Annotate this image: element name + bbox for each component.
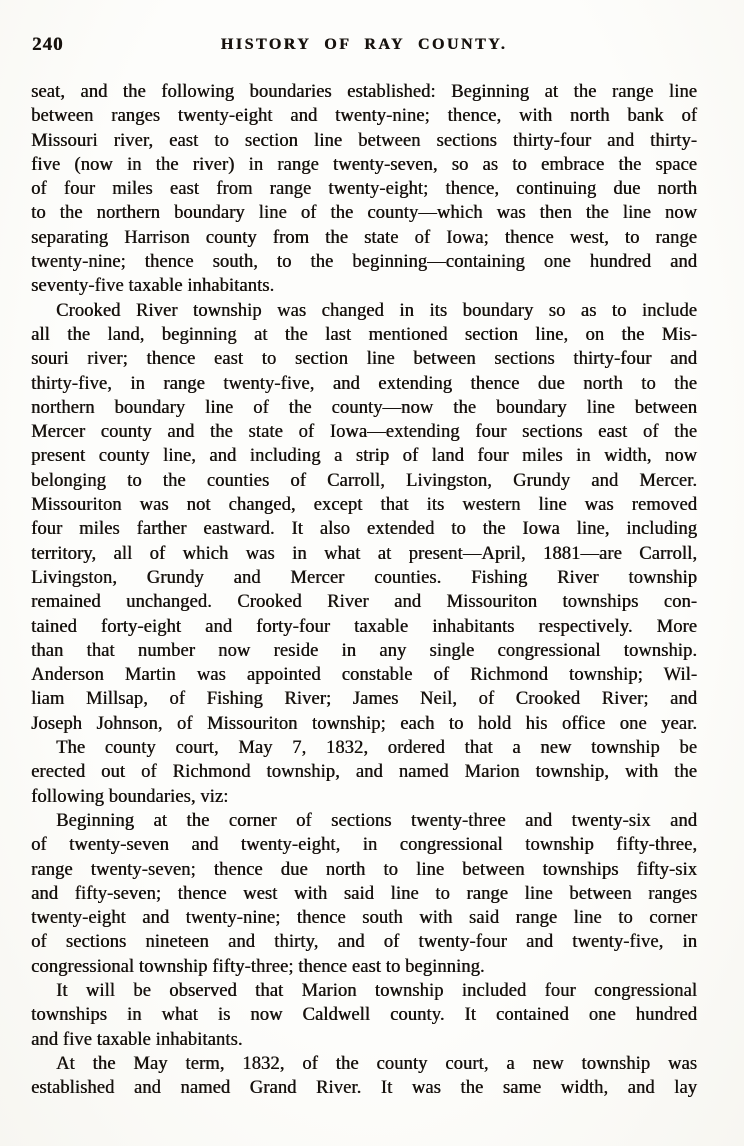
text-line: tained forty-eight and forty-four taxable inhabitants respectively. More <box>31 616 697 637</box>
paragraph <box>31 80 697 299</box>
paragraph <box>31 809 697 979</box>
text-line: separating Harrison county from the state of Iowa; thence west, to range <box>31 227 697 248</box>
text-line: Crooked River township was changed in its boundary so as to include <box>56 300 697 321</box>
text-line: twenty-nine; thence south, to the beginning—containing one hundred and <box>31 252 697 273</box>
text-line: The county court, May 7, 1832, ordered that a new township be <box>56 738 697 759</box>
text-line: Mercer county and the state of Iowa—extending four sections east of the <box>31 422 697 443</box>
text-line: present county line, and including a strip of land four miles in width, now <box>31 446 697 467</box>
text-line: erected out of Richmond township, and named Marion township, with the <box>31 762 697 783</box>
page-header <box>31 34 697 54</box>
paragraph <box>31 299 697 736</box>
text-line: At the May term, 1832, of the county court, a new township was <box>56 1053 697 1074</box>
text-line: Anderson Martin was appointed constable of Richmond township; Wil- <box>31 665 697 686</box>
text-line: belonging to the counties of Carroll, Livingston, Grundy and Mercer. <box>31 470 697 491</box>
paragraph <box>31 736 697 809</box>
text-line: to the northern boundary line of the county—which was then the line now <box>31 203 697 224</box>
text-line: between ranges twenty-eight and twenty-nine; thence, with north bank of <box>31 106 697 127</box>
text-line: congressional township fifty-three; thence east to beginning. <box>31 956 485 977</box>
text-line: Beginning at the corner of sections twenty-three and twenty-six and <box>56 810 697 831</box>
text-line: all the land, beginning at the last mentioned section line, on the Mis- <box>31 324 697 345</box>
text-line: of four miles east from range twenty-eight; thence, continuing due north <box>31 179 697 200</box>
text-line: seat, and the following boundaries established: Beginning at the range line <box>31 82 697 102</box>
text-line: of sections nineteen and thirty, and of twenty-four and twenty-five, in <box>31 932 697 953</box>
text-line: following boundaries, viz: <box>31 786 229 807</box>
text-line: established and named Grand River. It was the same width, and lay <box>31 1078 697 1099</box>
text-line: northern boundary line of the county—now the boundary line between <box>31 397 697 418</box>
running-header-title: HISTORY OF RAY COUNTY. <box>220 36 508 53</box>
text-line: than that number now reside in any single congressional township. <box>31 640 697 661</box>
text-line: and fifty-seven; thence west with said line to range line between ranges <box>31 883 697 904</box>
text-line: liam Millsap, of Fishing River; James Neil, of Crooked River; and <box>31 689 697 710</box>
text-line: of twenty-seven and twenty-eight, in congressional township fifty-three, <box>31 835 697 856</box>
text-line: Missouriton was not changed, except that its western line was removed <box>31 495 697 516</box>
text-line: five (now in the river) in range twenty-seven, so as to embrace the space <box>31 154 697 175</box>
text-line: twenty-eight and twenty-nine; thence south with said range line to corner <box>31 908 697 929</box>
text-line: townships in what is now Caldwell county. It contained one hundred <box>31 1005 697 1026</box>
text-line: Joseph Johnson, of Missouriton township; each to hold his office one year. <box>31 713 697 734</box>
text-line: Livingston, Grundy and Mercer counties. Fishing River township <box>31 567 697 588</box>
paragraph <box>31 979 697 1052</box>
text-line: and five taxable inhabitants. <box>31 1029 243 1050</box>
page-body <box>31 80 697 1100</box>
text-line: range twenty-seven; thence due north to line between townships fifty-six <box>31 859 697 880</box>
text-line: souri river; thence east to section line between sections thirty-four and <box>31 349 697 370</box>
page-number: 240 <box>32 34 64 55</box>
text-line: remained unchanged. Crooked River and Missouriton townships con- <box>31 592 697 613</box>
text-line: territory, all of which was in what at present—April, 1881—are Carroll, <box>31 543 697 564</box>
text-line: thirty-five, in range twenty-five, and extending thence due north to the <box>31 373 697 394</box>
paragraph <box>31 1052 697 1101</box>
text-line: four miles farther eastward. It also extended to the Iowa line, including <box>31 519 697 540</box>
text-line: It will be observed that Marion township included four congressional <box>56 980 697 1001</box>
text-line: seventy-five taxable inhabitants. <box>31 276 275 297</box>
text-line: Missouri river, east to section line between sections thirty-four and thirty- <box>31 130 697 151</box>
